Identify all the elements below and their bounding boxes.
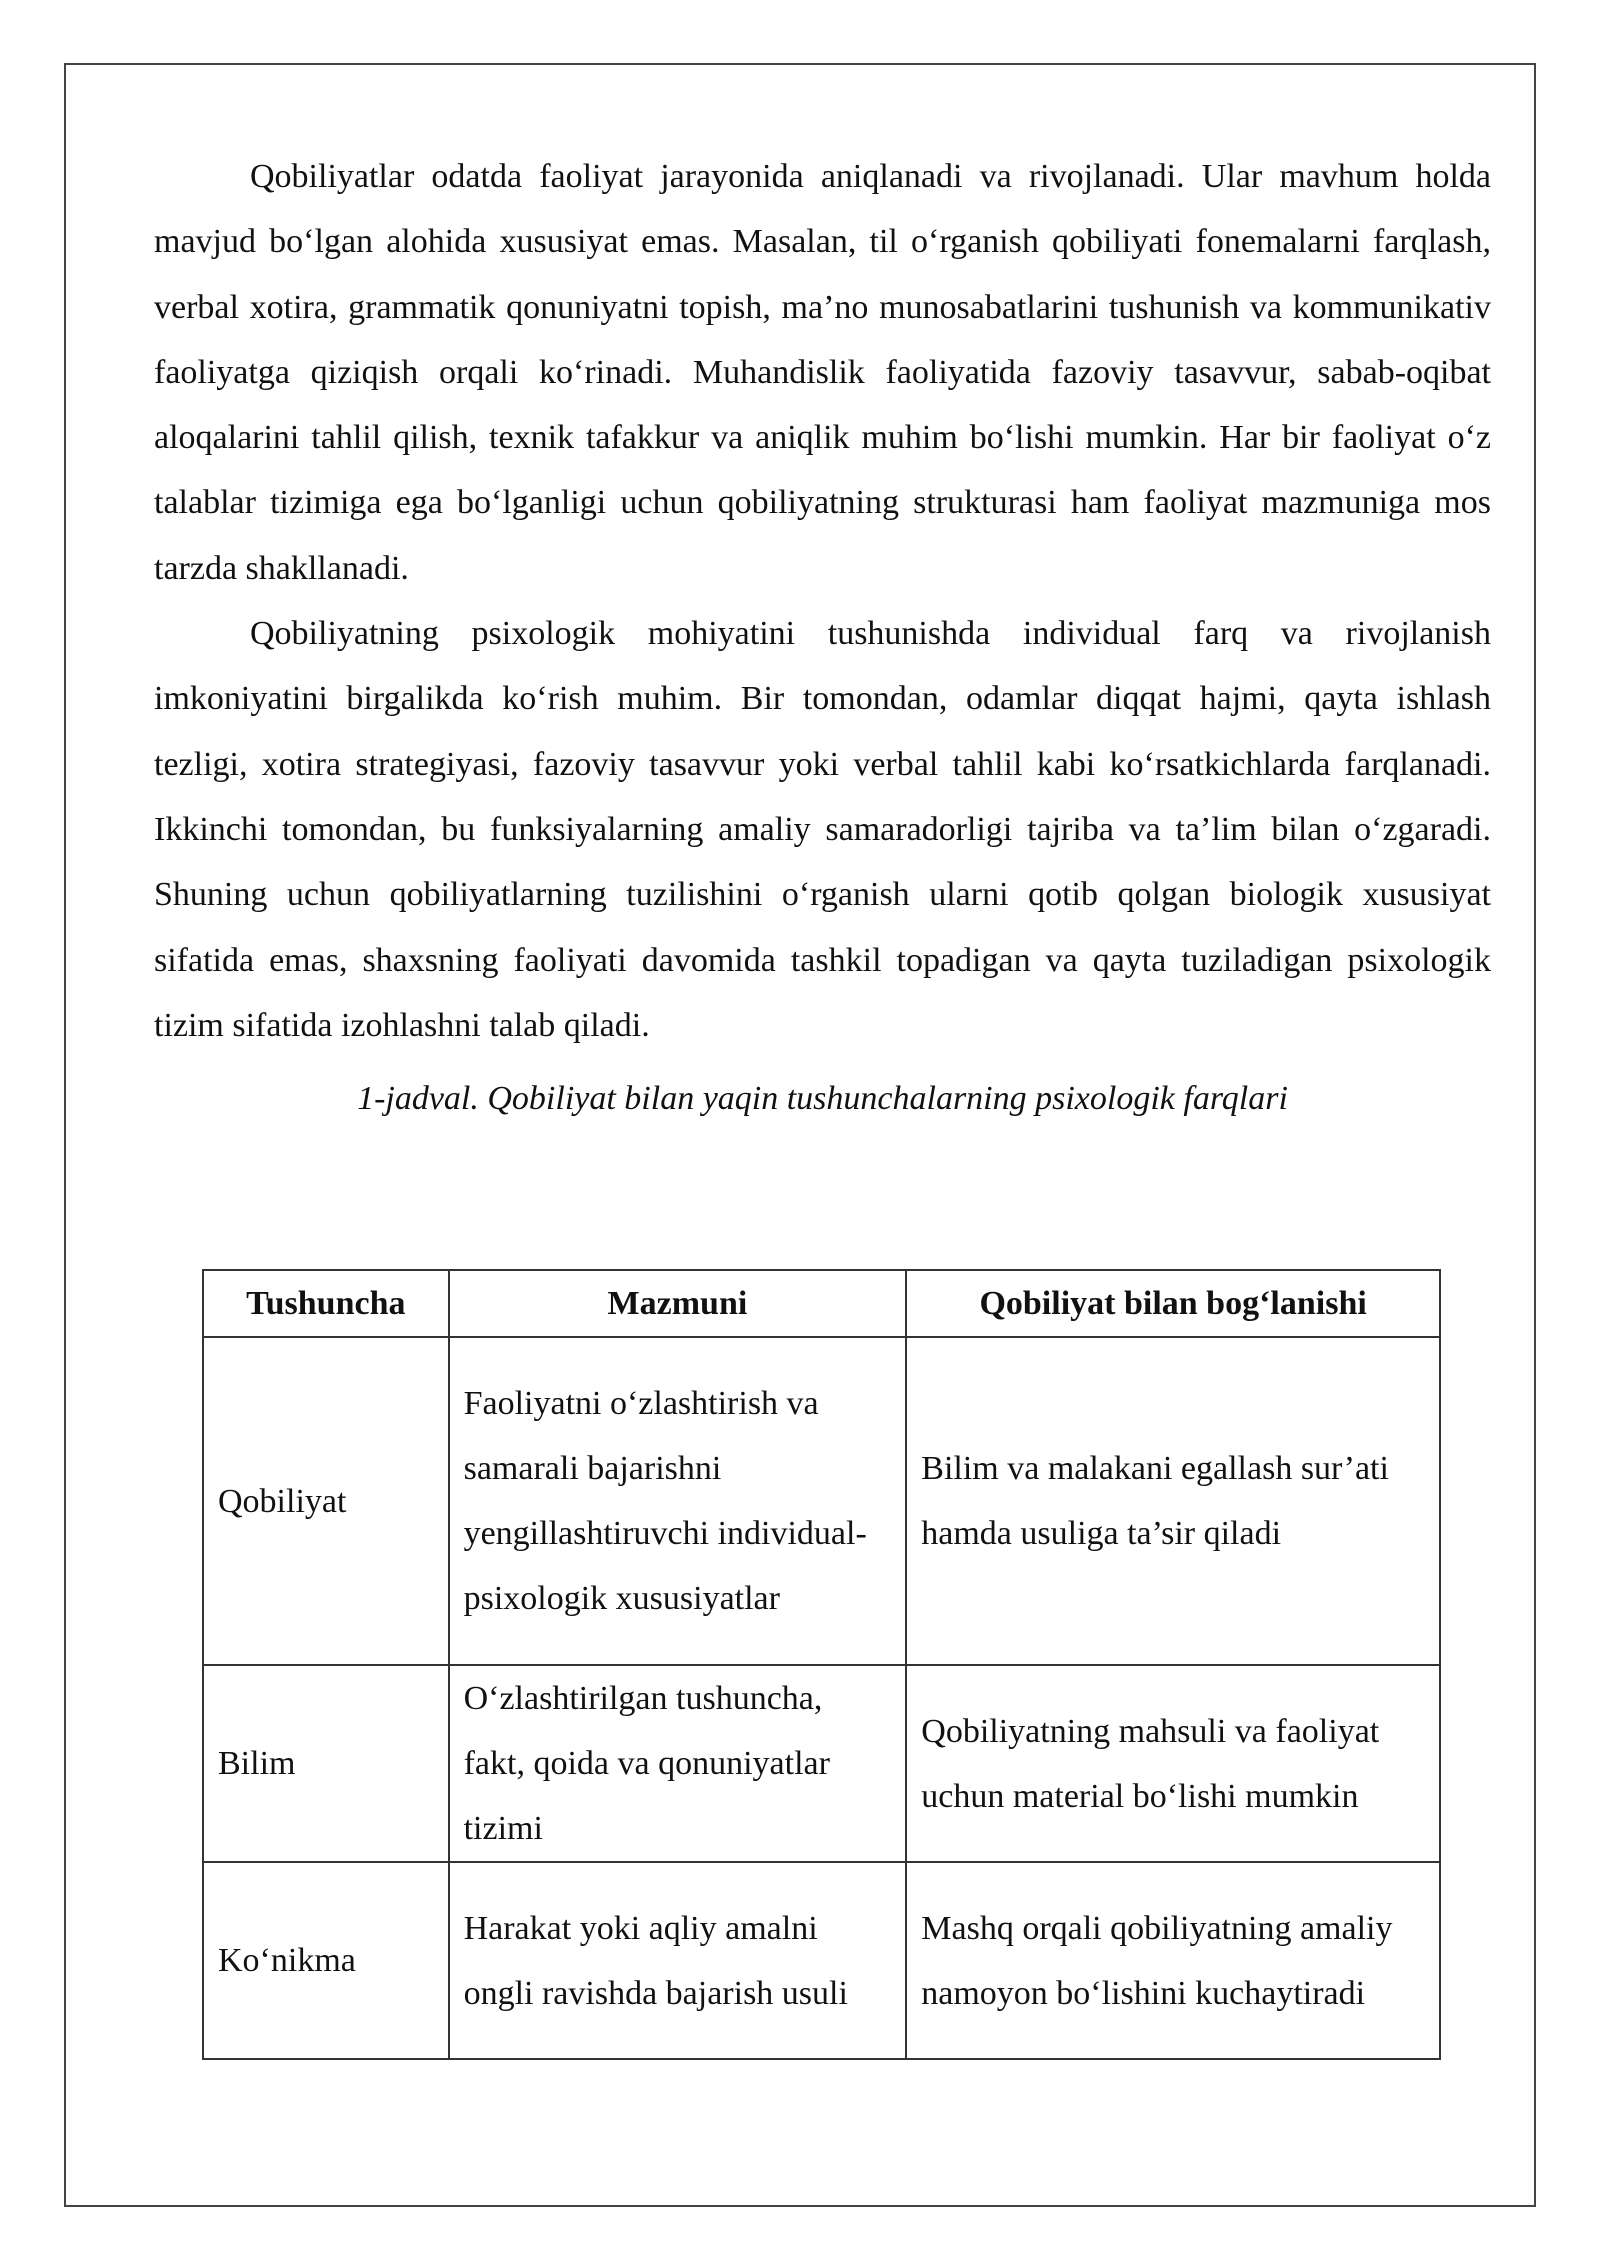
table-header-row <box>203 1270 1440 1337</box>
comparison-table <box>202 1269 1441 2060</box>
paragraph-2: Qobiliyatning psixologik mohiyatini tushunishda individual farq va rivojlanish imkoniyatini birgalikda ko‘rish muhim. Bir tomondan, odamlar diqqat hajmi, qayta ishlash tezligi, xotira strategiyasi, fazoviy tasavvur yoki verbal tahlil kabi ko‘rsatkichlarda farqlanadi. Ikkinchi tomondan, bu funksiyalarning amaliy samaradorligi tajriba va ta’lim bilan o‘zgaradi. Shuning uchun qobiliyatlarning tuzilishini o‘rganish ularni qotib qolgan biologik xususiyat sifatida emas, shaxsning faoliyati davomida tashkil topadigan va qayta tuziladigan psixologik tizim sifatida izohlashni talab qiladi. <box>154 615 1491 1044</box>
cell-concept: Ko‘nikma <box>203 1862 449 2059</box>
table-row <box>203 1862 1440 2059</box>
cell-relation: Bilim va malakani egallash sur’ati hamda usuliga ta’sir qiladi <box>906 1337 1440 1665</box>
cell-relation: Qobiliyatning mahsuli va faoliyat uchun material bo‘lishi mumkin <box>906 1665 1440 1862</box>
header-content: Mazmuni <box>449 1270 907 1337</box>
table-row <box>203 1337 1440 1665</box>
table-row <box>203 1665 1440 1862</box>
header-concept: Tushuncha <box>203 1270 449 1337</box>
header-relation: Qobiliyat bilan bog‘lanishi <box>906 1270 1440 1337</box>
cell-concept: Bilim <box>203 1665 449 1862</box>
cell-content: O‘zlashtirilgan tushuncha, fakt, qoida va qonuniyatlar tizimi <box>449 1665 907 1862</box>
cell-content: Harakat yoki aqliy amalni ongli ravishda bajarish usuli <box>449 1862 907 2059</box>
document-body <box>154 144 1491 2012</box>
paragraph-1: Qobiliyatlar odatda faoliyat jarayonida aniqlanadi va rivojlanadi. Ular mavhum holda mavjud bo‘lgan alohida xususiyat emas. Masalan, til o‘rganish qobiliyati fonemalarni farqlash, verbal xotira, grammatik qonuniyatni topish, ma’no munosabatlarini tushunish va kommunikativ faoliyatga qiziqish orqali ko‘rinadi. Muhandislik faoliyatida fazoviy tasavvur, sabab-oqibat aloqalarini tahlil qilish, texnik tafakkur va aniqlik muhim bo‘lishi mumkin. Har bir faoliyat o‘z talablar tizimiga ega bo‘lganligi uchun qobiliyatning strukturasi ham faoliyat mazmuniga mos tarzda shakllanadi. <box>154 158 1491 587</box>
cell-concept: Qobiliyat <box>203 1337 449 1665</box>
table-caption: 1-jadval. Qobiliyat bilan yaqin tushunchalarning psixologik farqlari <box>357 1080 1288 1118</box>
cell-relation: Mashq orqali qobiliyatning amaliy namoyon bo‘lishini kuchaytiradi <box>906 1862 1440 2059</box>
cell-content: Faoliyatni o‘zlashtirish va samarali bajarishni yengillashtiruvchi individual-psixologik xususiyatlar <box>449 1337 907 1665</box>
